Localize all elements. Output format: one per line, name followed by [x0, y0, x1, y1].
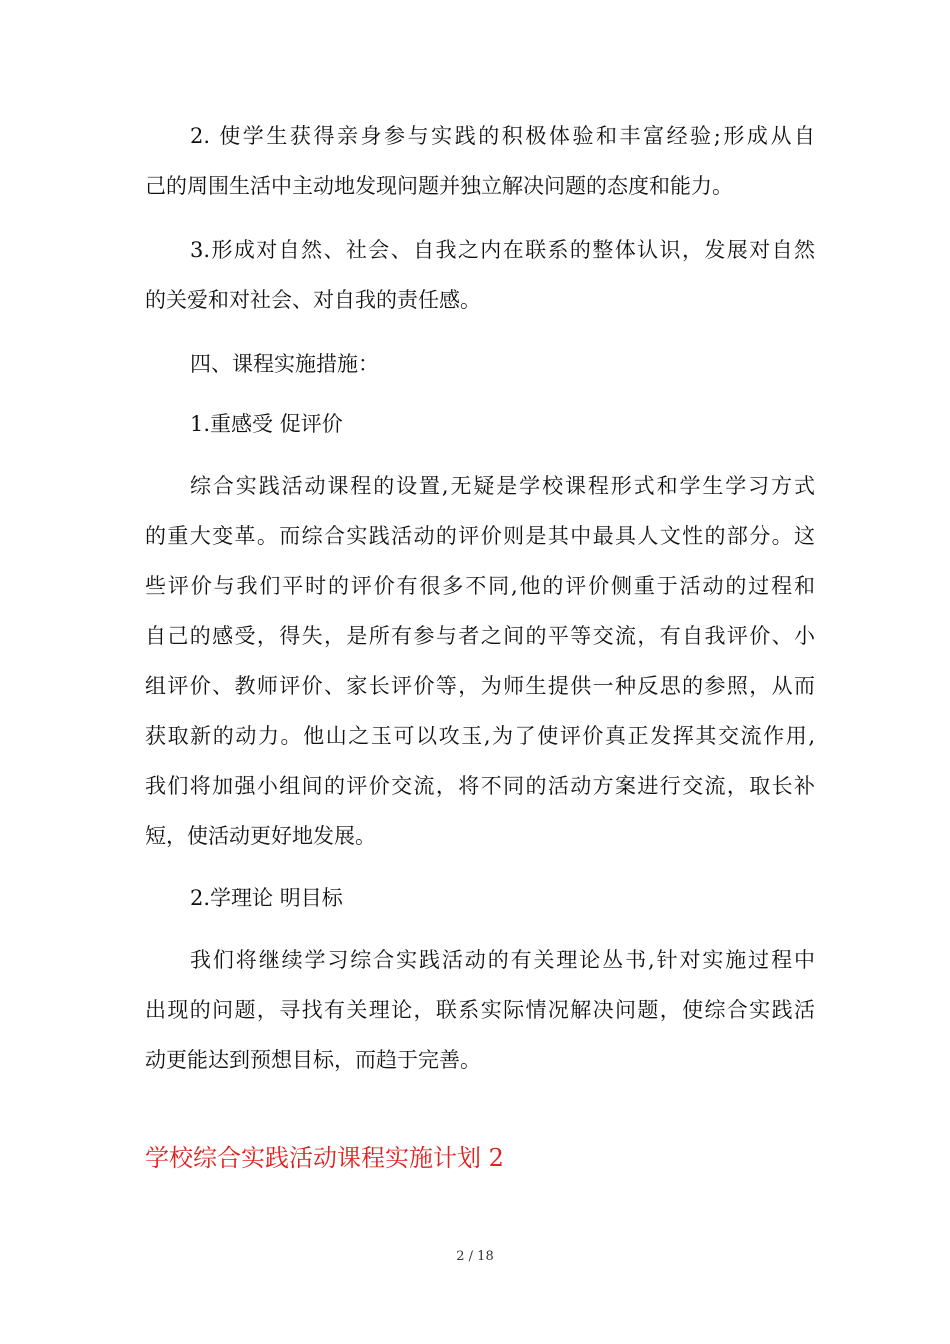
- paragraph-line: 组评价、教师评价、家长评价等，为师生提供一种反思的参照，从而: [145, 674, 815, 698]
- paragraph-line: 综合实践活动课程的设置,无疑是学校课程形式和学生学习方式: [190, 474, 815, 498]
- paragraph-line: 我们将加强小组间的评价交流，将不同的活动方案进行交流，取长补: [145, 774, 815, 798]
- paragraph-line: 己的周围生活中主动地发现问题并独立解决问题的态度和能力。: [145, 174, 733, 198]
- subsection-heading: 2.学理论 明目标: [190, 886, 343, 910]
- paragraph-line: 自己的感受，得失，是所有参与者之间的平等交流，有自我评价、小: [145, 624, 815, 648]
- paragraph-line: 些评价与我们平时的评价有很多不同,他的评价侧重于活动的过程和: [145, 574, 815, 598]
- paragraph-line: 短，使活动更好地发展。: [145, 824, 376, 848]
- paragraph-line: 动更能达到预想目标，而趋于完善。: [145, 1048, 481, 1072]
- paragraph-line: 我们将继续学习综合实践活动的有关理论丛书,针对实施过程中: [190, 948, 815, 972]
- paragraph-line: 出现的问题，寻找有关理论，联系实际情况解决问题，使综合实践活: [145, 998, 815, 1022]
- page-number: 2 / 18: [456, 1249, 494, 1264]
- document-heading: 学校综合实践活动课程实施计划 2: [145, 1144, 504, 1172]
- paragraph-line: 获取新的动力。他山之玉可以攻玉,为了使评价真正发挥其交流作用,: [145, 724, 815, 748]
- paragraph-line: 2. 使学生获得亲身参与实践的积极体验和丰富经验;形成从自: [190, 124, 815, 148]
- paragraph-line: 的重大变革。而综合实践活动的评价则是其中最具人文性的部分。这: [145, 524, 815, 548]
- subsection-heading: 1.重感受 促评价: [190, 412, 343, 436]
- section-heading: 四、课程实施措施：: [190, 352, 379, 376]
- paragraph-line: 的关爱和对社会、对自我的责任感。: [145, 288, 481, 312]
- paragraph-line: 3.形成对自然、社会、自我之内在联系的整体认识，发展对自然: [190, 238, 815, 262]
